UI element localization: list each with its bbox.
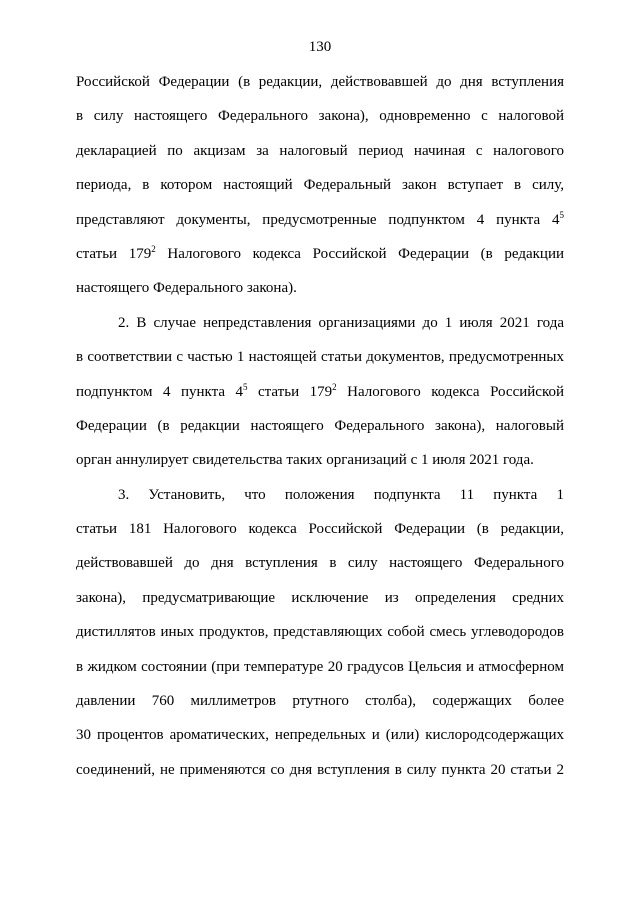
- text-line: настоящего Федерального закона).: [76, 280, 297, 297]
- document-body: [76, 72, 564, 794]
- paragraph-1: [76, 72, 564, 313]
- text-line: в соответствии с частью 1 настоящей статьи документов, предусмотренных: [76, 349, 564, 366]
- text-line: действовавшей до дня вступления в силу настоящего Федерального: [76, 555, 564, 572]
- text-line: 2. В случае непредставления организациями до 1 июля 2021 года: [118, 314, 564, 331]
- text-line: Федерации (в редакции настоящего Федерального закона), налоговый: [76, 417, 564, 434]
- text-line: орган аннулирует свидетельства таких организаций с 1 июля 2021 года.: [76, 452, 534, 469]
- paragraph-2: [76, 313, 564, 485]
- superscript: 5: [559, 209, 564, 220]
- text-line: 30 процентов ароматических, непредельных и (или) кислородсодержащих: [76, 727, 564, 744]
- text-line: подпунктом 4 пункта $4^5$ статьи $179^2$ Налогового кодекса Российской: [76, 381, 564, 400]
- superscript: 5: [243, 381, 248, 392]
- text-line: 3. Установить, что положения подпункта 11 пункта 1: [118, 486, 564, 503]
- text-line: соединений, не применяются со дня вступления в силу пункта 20 статьи 2: [76, 761, 564, 778]
- text-line: в жидком состоянии (при температуре 20 градусов Цельсия и атмосферном: [76, 658, 564, 675]
- text-line: давлении 760 миллиметров ртутного столба), содержащих более: [76, 693, 564, 710]
- text-line: декларацией по акцизам за налоговый период начиная с налогового: [76, 142, 564, 159]
- text-line: закона), предусматривающие исключение из определения средних: [76, 589, 564, 606]
- text-line: представляют документы, предусмотренные подпунктом 4 пункта $4^5$: [76, 209, 564, 228]
- text-line: в силу настоящего Федерального закона), одновременно с налоговой: [76, 108, 564, 125]
- superscript: 2: [332, 381, 337, 392]
- text-line: дистиллятов иных продуктов, представляющих собой смесь углеводородов: [76, 624, 564, 641]
- text-line: статьи 181 Налогового кодекса Российской Федерации (в редакции,: [76, 521, 564, 538]
- text-line: периода, в котором настоящий Федеральный закон вступает в силу,: [76, 177, 564, 194]
- paragraph-3: [76, 485, 564, 795]
- page-number: 130: [308, 39, 332, 55]
- text-line: Российской Федерации (в редакции, действовавшей до дня вступления: [76, 74, 564, 90]
- superscript: 2: [151, 243, 156, 254]
- text-line: статьи $179^2$ Налогового кодекса Российской Федерации (в редакции: [76, 243, 564, 262]
